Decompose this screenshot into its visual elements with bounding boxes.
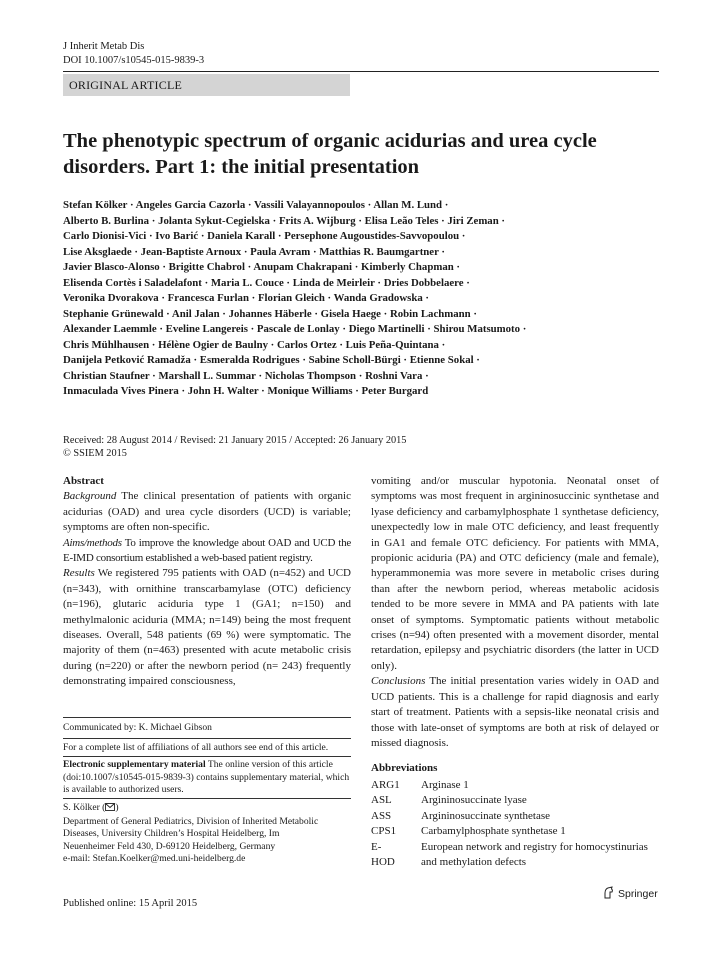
notes-rule: [63, 756, 351, 757]
background-label: Background: [63, 490, 117, 503]
journal-header: [63, 40, 204, 68]
abbreviation-row: [371, 793, 661, 808]
author-line: Elisenda Cortès i Saladelafont · Maria L. Couce · Linda de Meirleir · Dries Dobbelaere ·: [63, 276, 470, 289]
article-type-banner: ORIGINAL ARTICLE: [63, 74, 350, 96]
notes-rule: [63, 798, 351, 799]
abbreviation-row: [371, 809, 661, 824]
corresponding-author: [63, 802, 351, 866]
author-line: Stephanie Grünewald · Anil Jalan · Johannes Häberle · Gisela Haege · Robin Lachmann ·: [63, 307, 477, 320]
conclusions-label: Conclusions: [371, 675, 426, 688]
abbreviations-list: [371, 778, 661, 870]
author-line: Alexander Laemmle · Eveline Langereis · Pascale de Lonlay · Diego Martinelli · Shirou Matsumoto ·: [63, 323, 527, 335]
esm-text: The online version of this article (doi:10.1007/s10545-015-9839-3) contains supplementary material, which is available to authorized users.: [63, 759, 350, 796]
author-line: Veronika Dvorakova · Francesca Furlan · Florian Gleich · Wanda Gradowska ·: [63, 292, 430, 304]
abbr-text: Arginase 1: [421, 779, 469, 791]
envelope-icon[interactable]: [105, 803, 115, 816]
corr-line: Neuenheimer Feld 430, D-69120 Heidelberg, Germany: [63, 840, 276, 852]
abbreviation-row: [371, 840, 661, 855]
corr-name-end: ): [115, 802, 119, 813]
notes-rule: [63, 738, 351, 739]
abbr-code: E-: [371, 840, 382, 853]
abbr-code: HOD: [371, 856, 395, 869]
author-line: Chris Mühlhausen · Hélène Ogier de Baulny · Carlos Ortez · Luis Peña-Quintana ·: [63, 338, 446, 351]
abstract-left-column: [63, 474, 351, 690]
abstract-results-cont: vomiting and/or muscular hypotonia. Neonatal onset of symptoms was most frequent in argininosuccinic synthetase and lyase deficiency and carbamylphosphate 1 synthetase deficiency, unexpectedly low in male OTC deficiency, and least frequently in GA1 and female OTC deficiency. For patients with MMA, propionic aciduria (PA) and OTC deficiency (male and female), hyperammonemia was more severe in metabolic crises during than after the newborn period, whereas metabolic acidosis tended to be more severe in MMA and PA patients with late onset of symptoms. Symptomatic patients without metabolic crises (n=94) often presented with a movement disorder, mental retardation, epilepsy and psychiatric disorders (the latter in UCD only).: [371, 475, 659, 672]
corr-line: Department of General Pediatrics, Division of Inherited Metabolic: [63, 815, 319, 827]
author-line: Inmaculada Vives Pinera · John H. Walter · Monique Williams · Peter Burgard: [63, 385, 429, 397]
title-line: The phenotypic spectrum of organic acidurias and urea cycle: [63, 130, 597, 152]
springer-horse-icon: [602, 886, 615, 902]
abstract-aims: [63, 536, 351, 567]
abbr-code: ARG1: [371, 779, 400, 791]
abbr-text: Argininosuccinate lyase: [421, 794, 527, 807]
esm-label: Electronic supplementary material: [63, 759, 206, 770]
title-line: disorders. Part 1: the initial presentation: [63, 156, 420, 178]
article-title: [63, 128, 659, 180]
doi: DOI 10.1007/s10545-015-9839-3: [63, 55, 205, 66]
author-line: Christian Staufner · Marshall L. Summar · Nicholas Thompson · Roshni Vara ·: [63, 369, 429, 382]
conclusions-text: The initial presentation varies widely in OAD and UCD patients. This is a challenge for rapid diagnosis and early start of treatment. Patients with a sepsis-like neonatal crisis and those with late-onset of symptoms are both at risk of delayed or missed diagnosis.: [371, 675, 659, 749]
publisher-name: Springer: [618, 888, 658, 900]
corr-line: Diseases, University Children’s Hospital Heidelberg, Im: [63, 828, 280, 840]
abbr-code: ASL: [371, 794, 392, 807]
corr-email[interactable]: e-mail: Stefan.Koelker@med.uni-heidelberg.de: [63, 853, 246, 865]
corr-name: S. Kölker (: [63, 802, 106, 813]
header-rule: [63, 71, 659, 72]
notes-rule: [63, 717, 351, 718]
author-list: [63, 198, 663, 400]
affiliations-note: For a complete list of affiliations of all authors see end of this article.: [63, 742, 329, 753]
abbreviation-row: [371, 824, 661, 839]
abbr-text: Carbamylphosphate synthetase 1: [421, 825, 566, 838]
article-dates: [63, 434, 406, 460]
aims-text: To improve the knowledge about OAD and UCD the E-IMD consortium established a web-based patient registry.: [63, 536, 351, 565]
results-label: Results: [63, 567, 95, 580]
journal-name: J Inherit Metab Dis: [63, 41, 145, 52]
abbreviations-heading: Abbreviations: [371, 762, 438, 774]
author-line: Lise Aksglaede · Jean-Baptiste Arnoux · Paula Avram · Matthias R. Baumgartner ·: [63, 245, 445, 258]
author-line: Danijela Petković Ramadža · Esmeralda Rodrigues · Sabine Scholl-Bürgi · Etienne Sokal ·: [63, 354, 480, 366]
aims-label: Aims/methods: [63, 536, 122, 549]
background-text: The clinical presentation of patients with organic acidurias (OAD) and urea cycle disorders (UCD) is variable; symptoms are often non-specific.: [63, 490, 351, 534]
abstract-right-column: [371, 474, 659, 751]
abbr-text: European network and registry for homocystinurias: [421, 840, 648, 853]
published-online: Published online: 15 April 2015: [63, 898, 198, 909]
abstract-results: [63, 566, 351, 689]
abbr-text: and methylation defects: [421, 856, 527, 869]
results-text: We registered 795 patients with OAD (n=452) and UCD (n=343), with ornithine transcarbamylase (OTC) deficiency (n=196), glutaric aciduria type 1 (GA1; n=150) and methylmalonic aciduria (MMA; n=149) being the most frequent diseases. Overall, 548 patients (69 %) were symptomatic. The majority of them (n=463) presented with acute metabolic crisis during (n=220) or after the newborn period (n= 243) frequently demonstrating impaired consciousness,: [63, 567, 351, 688]
abbr-code: CPS1: [371, 825, 397, 838]
author-line: Alberto B. Burlina · Jolanta Sykut-Cegielska · Frits A. Wijburg · Elisa Leão Teles · Jiri Zeman ·: [63, 214, 506, 227]
esm-note: [63, 759, 351, 797]
corr-name-line: [63, 802, 351, 816]
copyright: © SSIEM 2015: [63, 448, 127, 459]
abbreviation-row: [371, 855, 661, 870]
received-revised-accepted: Received: 28 August 2014 / Revised: 21 January 2015 / Accepted: 26 January 2015: [63, 435, 407, 446]
abbr-code: ASS: [371, 809, 392, 822]
abstract-heading: Abstract: [63, 475, 104, 487]
author-line: Stefan Kölker · Angeles Garcia Cazorla · Vassili Valayannopoulos · Allan M. Lund ·: [63, 199, 449, 211]
communicated-by: Communicated by: K. Michael Gibson: [63, 722, 212, 733]
author-line: Javier Blasco-Alonso · Brigitte Chabrol · Anupam Chakrapani · Kimberly Chapman ·: [63, 261, 461, 273]
abstract-background: [63, 489, 351, 535]
abbr-text: Argininosuccinate synthetase: [421, 809, 551, 822]
author-line: Carlo Dionisi-Vici · Ivo Barić · Daniela Karall · Persephone Augoustides-Savvopoulou ·: [63, 230, 466, 242]
abbreviation-row: [371, 778, 661, 793]
abstract-conclusions: [371, 674, 659, 751]
publisher-logo: [602, 886, 658, 902]
